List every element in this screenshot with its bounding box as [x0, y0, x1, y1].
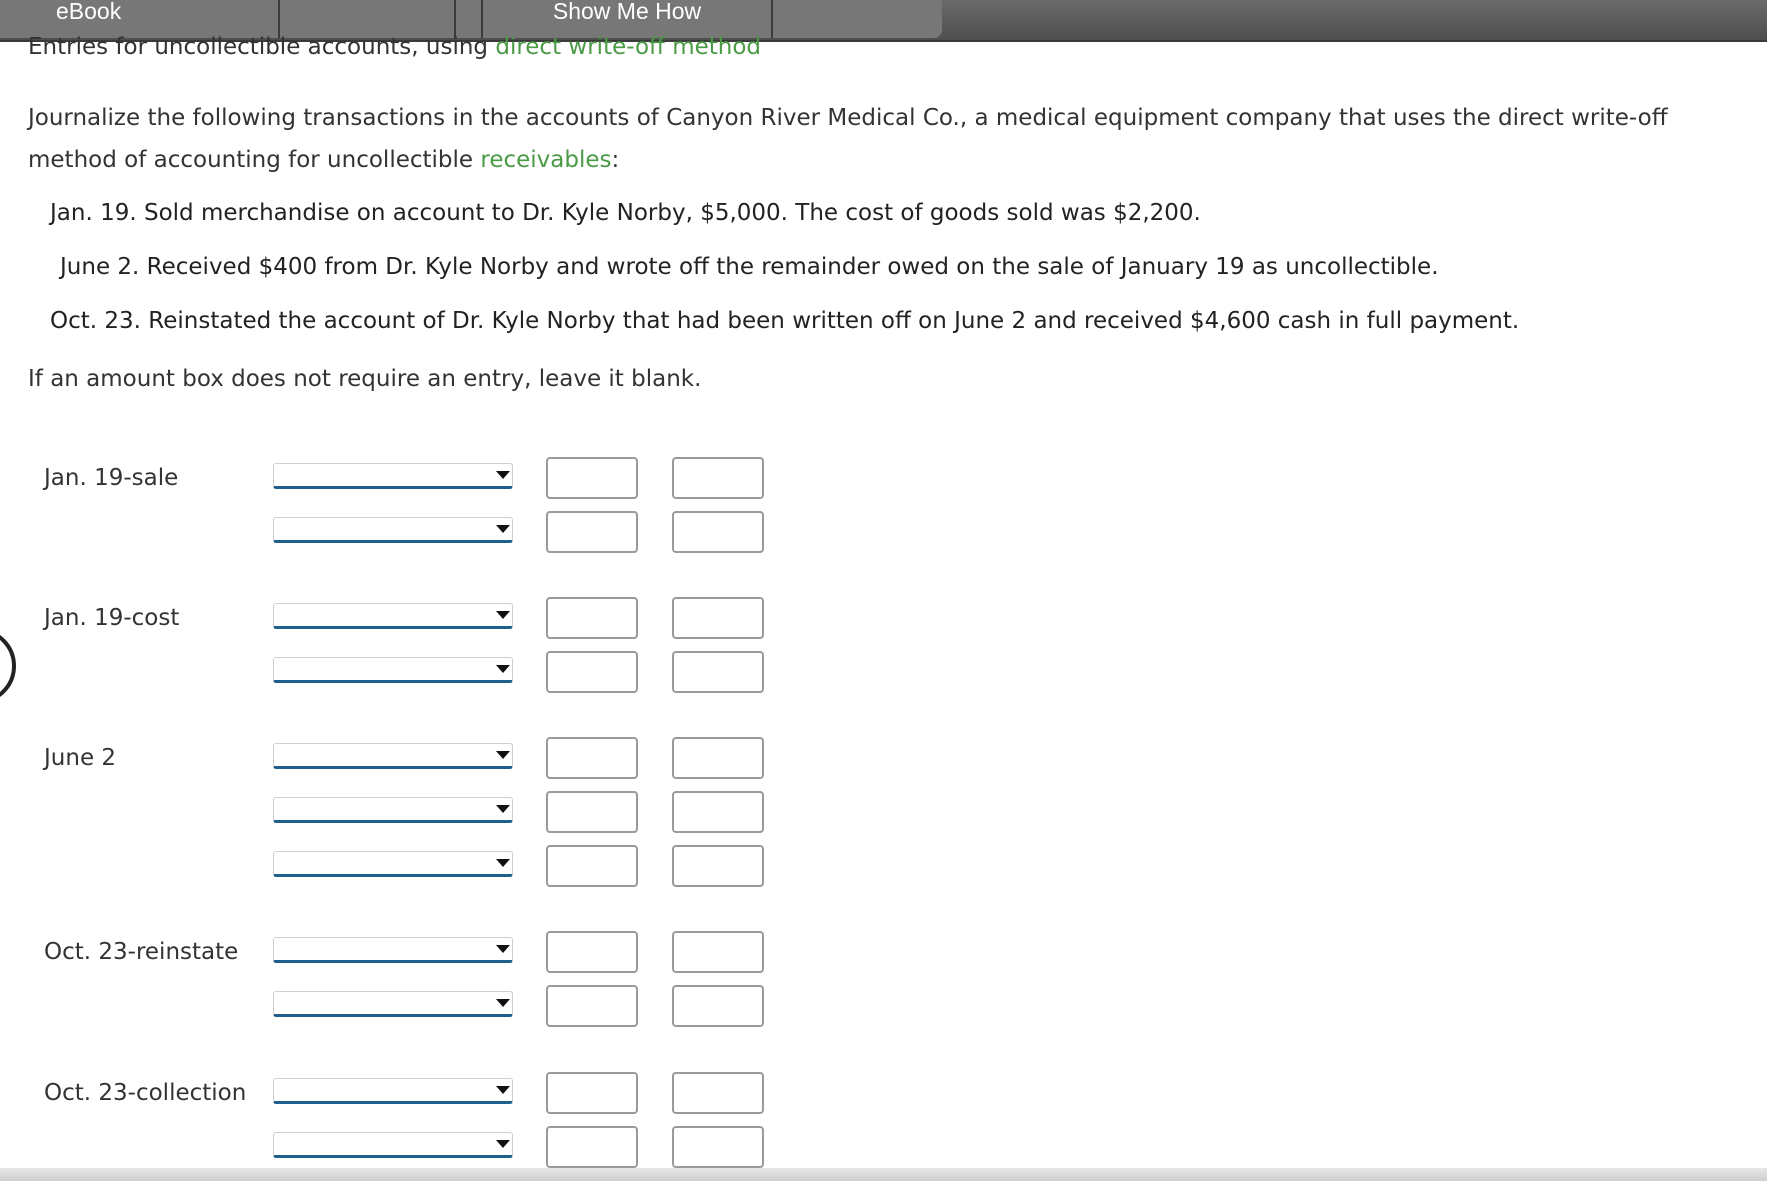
credit-amount-input[interactable] — [672, 511, 764, 553]
entry-label-oct-23-reinstate: Oct. 23-reinstate — [44, 939, 239, 965]
dropdown-arrow-icon — [496, 611, 510, 619]
tab-show-me-how[interactable]: Show Me How — [481, 0, 773, 38]
credit-amount-input[interactable] — [672, 1072, 764, 1114]
account-select[interactable] — [273, 517, 513, 543]
instructions — [28, 97, 1758, 181]
credit-amount-input[interactable] — [672, 791, 764, 833]
dropdown-arrow-icon — [496, 665, 510, 673]
entry-label-jan-19-cost: Jan. 19-cost — [44, 605, 180, 631]
transaction-date: Jan. 19. — [50, 200, 137, 226]
dropdown-arrow-icon — [496, 805, 510, 813]
credit-amount-input[interactable] — [672, 457, 764, 499]
debit-amount-input[interactable] — [546, 651, 638, 693]
dropdown-arrow-icon — [496, 999, 510, 1007]
debit-amount-input[interactable] — [546, 1126, 638, 1168]
problem-heading — [28, 34, 761, 60]
account-select[interactable] — [273, 991, 513, 1017]
partial-circle-icon — [0, 628, 16, 704]
dropdown-arrow-icon — [496, 751, 510, 759]
instruction-note: If an amount box does not require an entry, leave it blank. — [28, 366, 702, 392]
dropdown-arrow-icon — [496, 471, 510, 479]
account-select[interactable] — [273, 463, 513, 489]
tab-group — [0, 0, 942, 38]
dropdown-arrow-icon — [496, 1086, 510, 1094]
heading-text: Entries for uncollectible accounts, using — [28, 34, 496, 60]
debit-amount-input[interactable] — [546, 597, 638, 639]
dropdown-arrow-icon — [496, 1140, 510, 1148]
entry-label-oct-23-collection: Oct. 23-collection — [44, 1080, 247, 1106]
debit-amount-input[interactable] — [546, 791, 638, 833]
debit-amount-input[interactable] — [546, 511, 638, 553]
debit-amount-input[interactable] — [546, 931, 638, 973]
dropdown-arrow-icon — [496, 859, 510, 867]
dropdown-arrow-icon — [496, 525, 510, 533]
tab-blank[interactable] — [282, 0, 456, 38]
debit-amount-input[interactable] — [546, 845, 638, 887]
debit-amount-input[interactable] — [546, 1072, 638, 1114]
debit-amount-input[interactable] — [546, 737, 638, 779]
tab-ebook[interactable]: eBook — [0, 0, 280, 38]
credit-amount-input[interactable] — [672, 985, 764, 1027]
transaction-text: Received $400 from Dr. Kyle Norby and wrote off the remainder owed on the sale of January 19 as uncollectible. — [146, 254, 1439, 280]
entry-label-june-2: June 2 — [44, 745, 117, 771]
account-select[interactable] — [273, 1132, 513, 1158]
transaction-jan-19 — [50, 200, 1201, 226]
account-select[interactable] — [273, 851, 513, 877]
transaction-text: Reinstated the account of Dr. Kyle Norby that had been written off on June 2 and received $4,600 cash in full payment. — [148, 308, 1520, 334]
account-select[interactable] — [273, 743, 513, 769]
instructions-suffix: : — [611, 147, 620, 173]
credit-amount-input[interactable] — [672, 651, 764, 693]
account-select[interactable] — [273, 797, 513, 823]
debit-amount-input[interactable] — [546, 985, 638, 1027]
credit-amount-input[interactable] — [672, 737, 764, 779]
account-select[interactable] — [273, 937, 513, 963]
debit-amount-input[interactable] — [546, 457, 638, 499]
account-select[interactable] — [273, 657, 513, 683]
credit-amount-input[interactable] — [672, 597, 764, 639]
transaction-text: Sold merchandise on account to Dr. Kyle Norby, $5,000. The cost of goods sold was $2,200. — [143, 200, 1201, 226]
transaction-oct-23 — [50, 308, 1519, 334]
transaction-june-2 — [60, 254, 1439, 280]
receivables-link[interactable]: receivables — [480, 147, 612, 173]
account-select[interactable] — [273, 1078, 513, 1104]
account-select[interactable] — [273, 603, 513, 629]
credit-amount-input[interactable] — [672, 931, 764, 973]
transaction-date: Oct. 23. — [50, 308, 141, 334]
direct-write-off-link[interactable]: direct write-off method — [495, 34, 762, 60]
entry-label-jan-19-sale: Jan. 19-sale — [44, 465, 179, 491]
transaction-date: June 2. — [60, 254, 140, 280]
dropdown-arrow-icon — [496, 945, 510, 953]
bottom-scroll-edge — [0, 1168, 1767, 1181]
instructions-text: Journalize the following transactions in the accounts of Canyon River Medical Co., a medical equipment company that uses the direct write-off method of accounting for uncollectible — [28, 105, 1668, 173]
credit-amount-input[interactable] — [672, 1126, 764, 1168]
credit-amount-input[interactable] — [672, 845, 764, 887]
